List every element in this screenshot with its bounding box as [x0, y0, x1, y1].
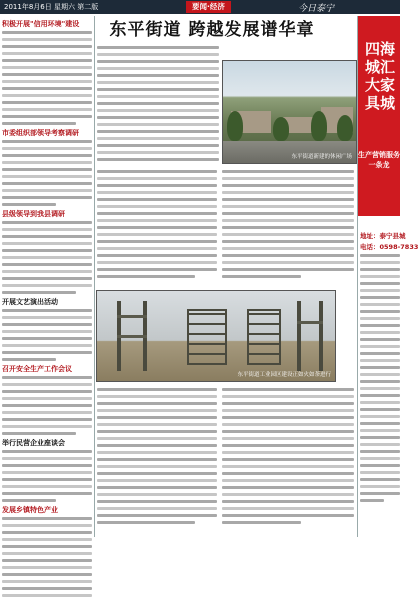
newspaper-logo: 今日泰宁 [298, 4, 335, 14]
ad-phone: 电话：0598-7833 [360, 243, 418, 251]
article-text-block [222, 170, 354, 288]
right-ad-details [360, 230, 418, 530]
article-text-block [222, 388, 354, 536]
ad-slogan: 生产营销服务一条龙 [358, 151, 400, 169]
article-text-block [97, 170, 217, 288]
park-photo [222, 60, 357, 164]
issue-date [4, 2, 98, 12]
main-headline: 东平街道 跨越发展谱华章 [109, 20, 315, 40]
weekday-text: 星期六 [53, 3, 75, 11]
ad-address: 地址：泰宁县城 [360, 232, 406, 240]
column-rule [94, 16, 95, 537]
page-number: 第二版 [77, 3, 99, 11]
left-headline: 开展文艺演出活动 [2, 298, 58, 306]
section-label: 要闻·经济 [186, 1, 231, 13]
left-headline: 积极开展"信用环境"建设 [2, 20, 80, 28]
photo-caption: 东平街道工业园区建设正如火如荼进行 [237, 372, 331, 378]
left-headline: 举行民营企业座谈会 [2, 439, 65, 447]
masthead-bar [0, 0, 400, 14]
article-text-block [97, 388, 217, 536]
photo-caption: 东平街道新建的休闲广场 [291, 154, 352, 160]
left-headline: 县级领导到我县调研 [2, 210, 65, 218]
left-headline: 市委组织部领导考察调研 [2, 129, 79, 137]
left-news-column [2, 18, 92, 537]
ad-title: 四海城汇大家具城 [364, 40, 395, 112]
construction-photo [96, 290, 336, 382]
date-text: 2011年8月6日 [4, 3, 52, 11]
left-headline: 召开安全生产工作会议 [2, 365, 72, 373]
article-text-block [97, 46, 219, 168]
left-headline: 发展乡镇特色产业 [2, 506, 58, 514]
